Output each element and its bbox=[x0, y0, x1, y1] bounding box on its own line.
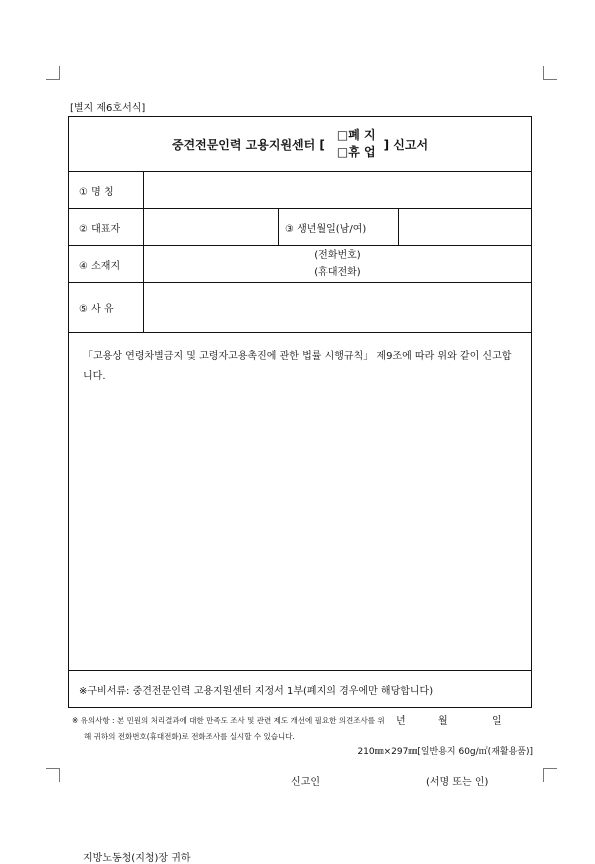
addr-label: ④ 소재지 bbox=[79, 260, 121, 272]
rep-field[interactable] bbox=[144, 209, 279, 245]
reason-label: ⑤ 사 유 bbox=[79, 304, 114, 315]
option-closure-checkbox[interactable]: □폐 지 bbox=[336, 128, 376, 142]
name-label-cell bbox=[69, 172, 144, 208]
required-documents: ※구비서류: 중견전문인력 고용지원센터 지정서 1부(폐지의 경우에만 해당합니다) bbox=[79, 685, 434, 697]
requirements-row bbox=[69, 671, 531, 707]
title-row bbox=[69, 117, 531, 172]
rep-label: ② 대표자 bbox=[79, 223, 121, 235]
reason-label-cell bbox=[69, 283, 144, 332]
title-suffix: ] 신고서 bbox=[383, 137, 429, 152]
paper-spec: 210㎜×297㎜[일반용지 60g/㎡(재활용품)] bbox=[357, 747, 533, 757]
crop-mark-bottom-right bbox=[543, 768, 557, 782]
addr-field[interactable] bbox=[144, 246, 531, 282]
representative-row bbox=[69, 209, 531, 246]
name-field[interactable] bbox=[144, 172, 531, 208]
birth-label-cell bbox=[279, 209, 399, 245]
phone-label: (전화번호) bbox=[314, 250, 361, 261]
crop-mark-top-right bbox=[543, 66, 557, 80]
option-suspension-checkbox[interactable]: □휴 업 bbox=[336, 145, 376, 159]
address-row bbox=[69, 246, 531, 283]
mobile-label: (휴대전화) bbox=[314, 267, 361, 278]
date-year: 년 bbox=[396, 716, 406, 727]
declaration-text: 「고용상 연령차별금지 및 고령자고용촉진에 관한 법률 시행규칙」 제9조에 따라 위와 같이 신고합니다. bbox=[83, 351, 512, 382]
reason-field[interactable] bbox=[144, 283, 531, 332]
crop-mark-bottom-left bbox=[46, 768, 60, 782]
name-label: ① 명 칭 bbox=[79, 186, 114, 198]
birth-field[interactable] bbox=[399, 209, 531, 245]
date-month: 월 bbox=[438, 716, 448, 727]
crop-mark-top-left bbox=[46, 66, 60, 80]
date-day: 일 bbox=[492, 716, 502, 727]
title-options bbox=[337, 127, 376, 161]
notice-line-2: 해 귀하의 전화번호(휴대전화)로 전화조사를 실시할 수 있습니다. bbox=[84, 732, 295, 741]
name-row bbox=[69, 172, 531, 209]
reason-row bbox=[69, 283, 531, 333]
form-tag: [별지 제6호서식] bbox=[70, 103, 146, 114]
addressee: 지방노동청(지청)장 귀하 bbox=[83, 853, 191, 864]
reporter-label: 신고인 bbox=[291, 777, 320, 788]
birth-label: ③ 생년월일(남/여) bbox=[285, 223, 367, 235]
notice-line-1: ※ 유의사항 : 본 민원의 처리결과에 대한 만족도 조사 및 관련 제도 개선에 필요한 의견조사를 위 bbox=[72, 716, 385, 725]
title-prefix: 중견전문인력 고용지원센터 [ bbox=[171, 137, 325, 152]
notice bbox=[72, 713, 534, 745]
addr-label-cell bbox=[69, 246, 144, 282]
rep-label-cell bbox=[69, 209, 144, 245]
signature-label: (서명 또는 인) bbox=[426, 777, 489, 788]
form-title bbox=[69, 117, 531, 171]
